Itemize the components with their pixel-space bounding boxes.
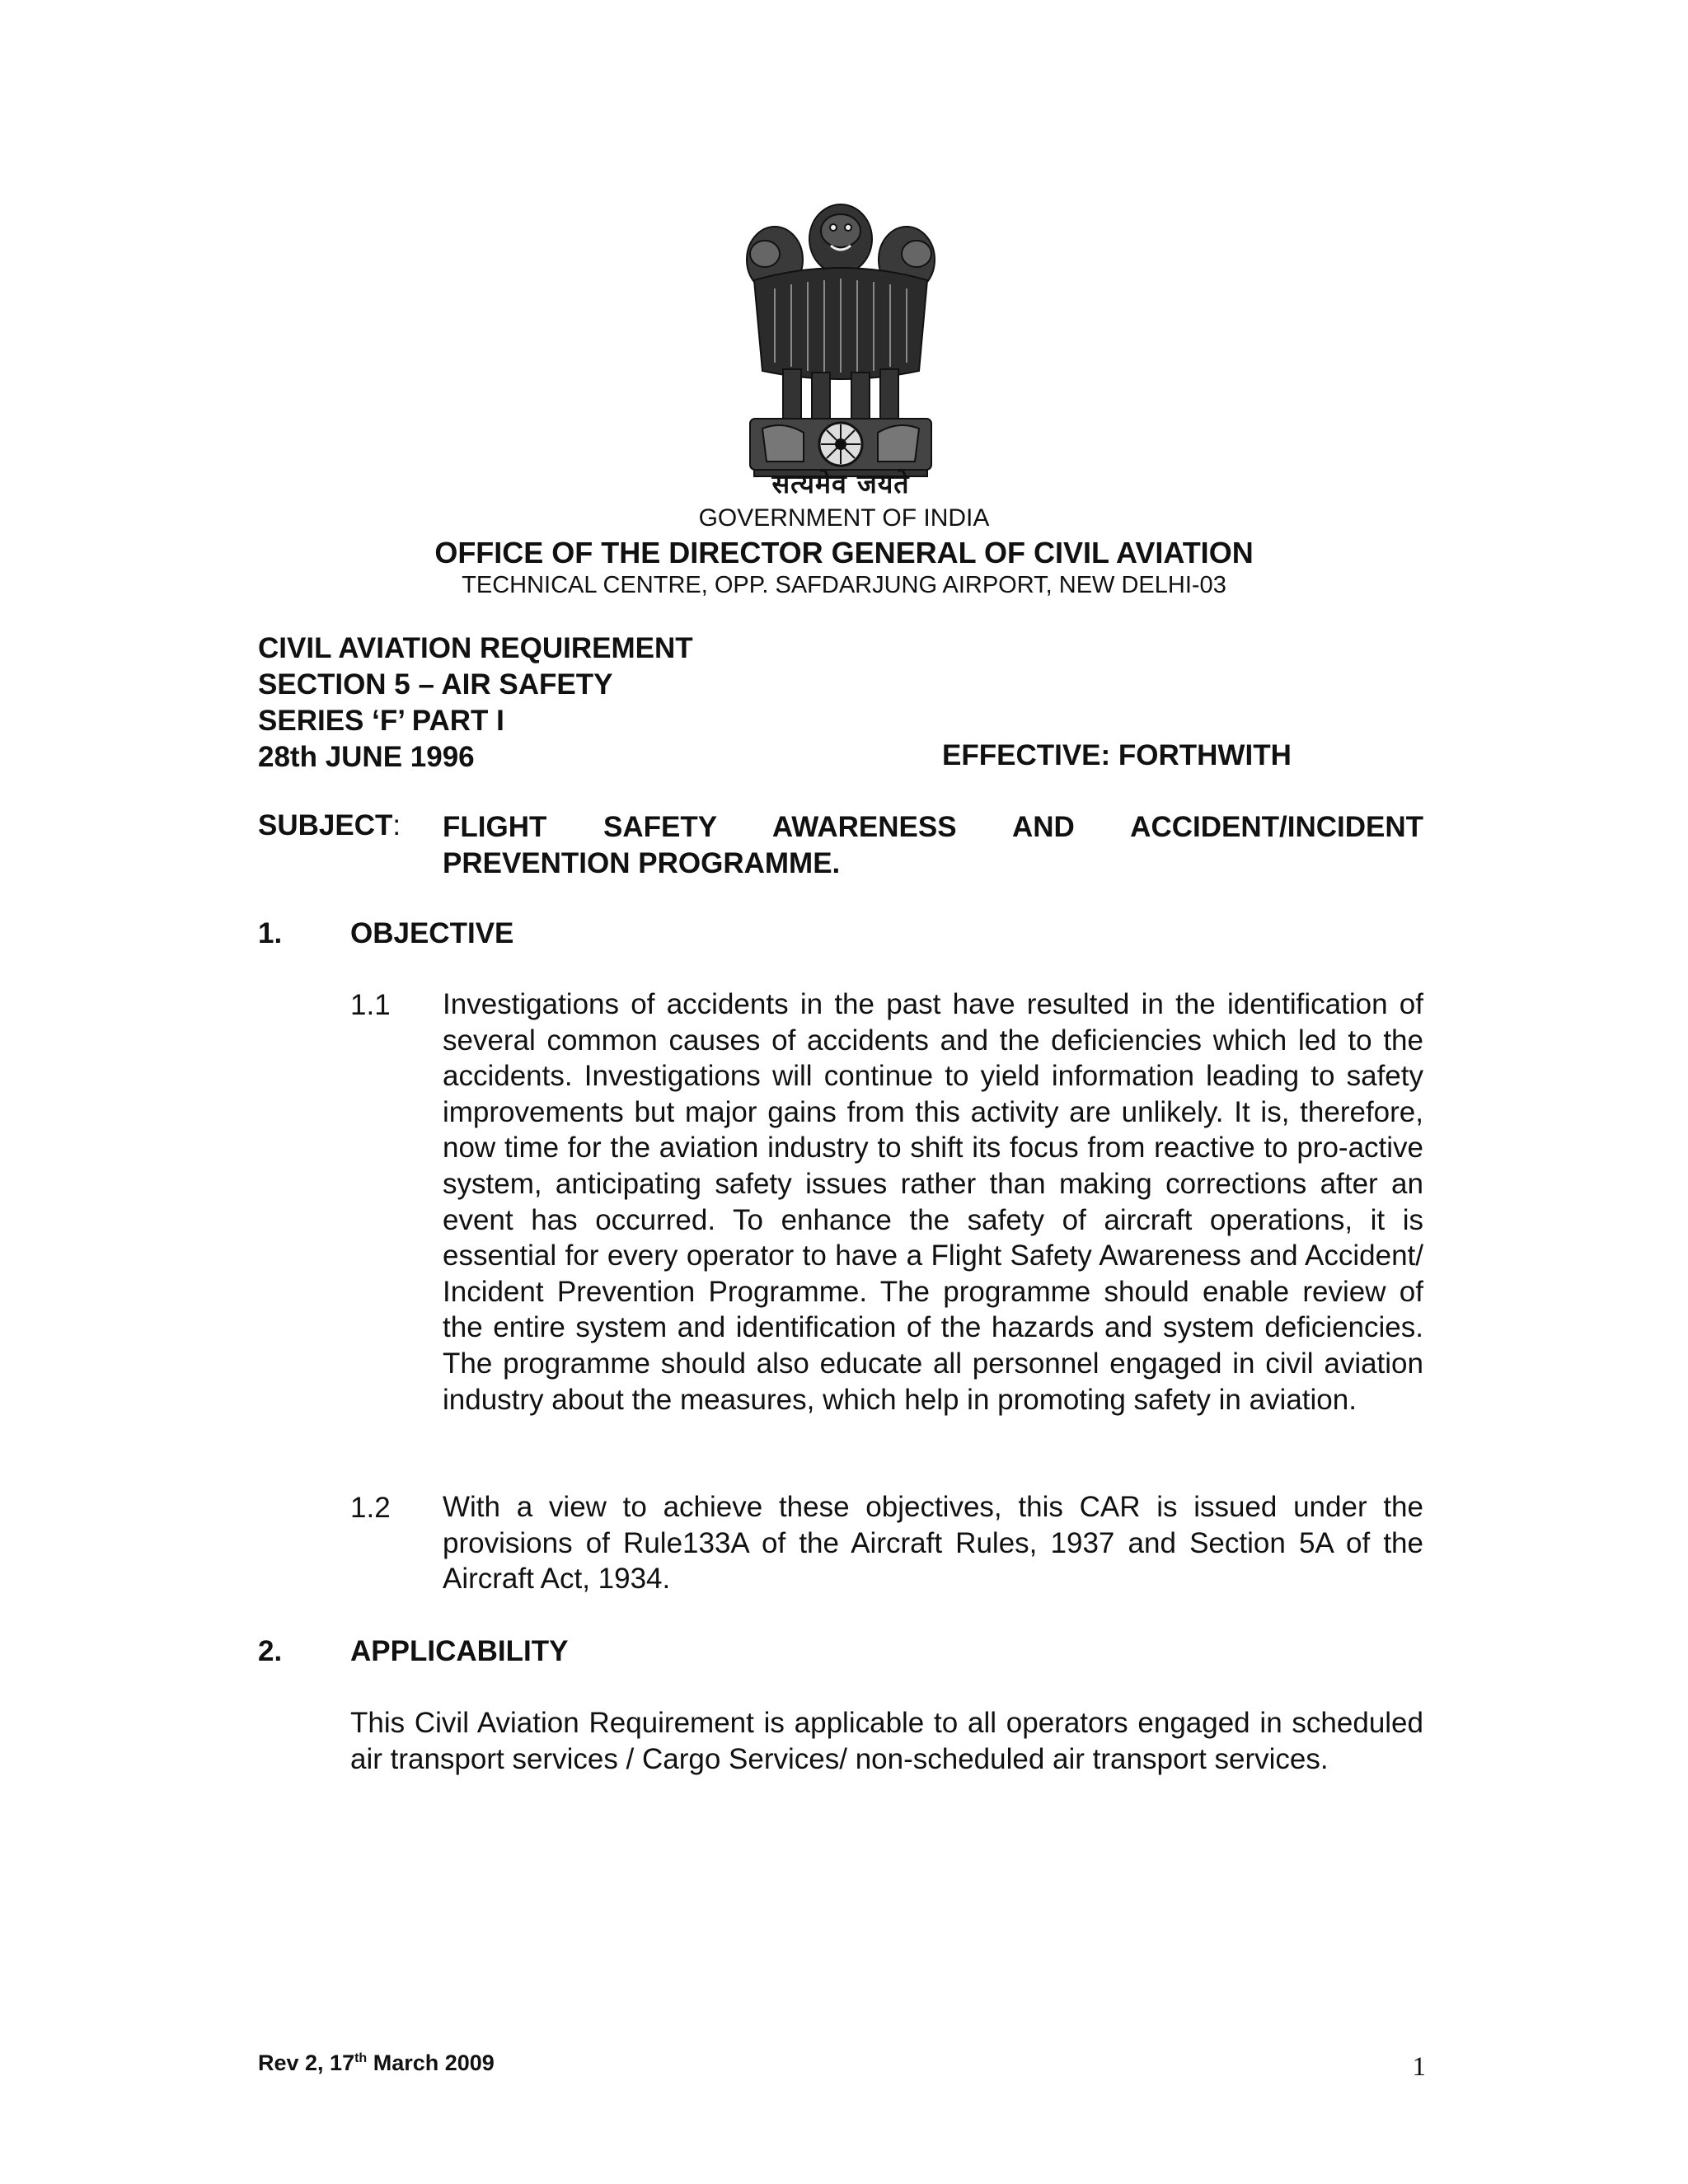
government-line: GOVERNMENT OF INDIA (698, 504, 990, 532)
applicability-text: This Civil Aviation Requirement is applicable to all operators engaged in scheduled air transport services / Cargo Services/ non-scheduled air transport services. (350, 1707, 1423, 1775)
revision-suffix: March 2009 (367, 2050, 495, 2075)
subject-text (443, 809, 1423, 882)
paragraph-1-1-text: Investigations of accidents in the past have resulted in the identification of several common causes of accidents and the deficiencies which led to the accidents. Investigations will continue to yield information leading to safety improvements but major gains from this activity are unlikely. It is, therefore, now time for the aviation industry to shift its focus from reactive to pro-active system, anticipating safety issues rather than making corrections after an event has occurred. To enhance the safety of aircraft operations, it is essential for every operator to have a Flight Safety Awareness and Accident/ Incident Prevention Programme. The programme should enable review of the entire system and identification of the hazards and system deficiencies. The programme should also educate all personnel engaged in civil aviation industry about the measures, which help in promoting safety in aviation. (443, 988, 1423, 1416)
paragraph-1-2-number: 1.2 (350, 1492, 391, 1524)
office-title: OFFICE OF THE DIRECTOR GENERAL OF CIVIL AVIATION (434, 536, 1254, 569)
subject-line-2: PREVENTION PROGRAMME. (443, 847, 841, 879)
revision-note (258, 2050, 495, 2076)
car-title: CIVIL AVIATION REQUIREMENT (258, 632, 693, 664)
subject-label (258, 809, 401, 842)
revision-ordinal: th (354, 2051, 368, 2065)
subject-line-1: FLIGHT SAFETY AWARENESS AND ACCIDENT/INCIDENT (443, 811, 1423, 843)
revision-prefix: Rev 2, 17 (258, 2050, 355, 2075)
section-2-title: APPLICABILITY (350, 1635, 569, 1667)
office-address: TECHNICAL CENTRE, OPP. SAFDARJUNG AIRPORT, NEW DELHI-03 (462, 572, 1226, 598)
car-series: SERIES ‘F’ PART I (258, 705, 504, 737)
subject-colon: : (392, 809, 401, 841)
emblem-motto: सत्यमेव जयते (771, 468, 910, 499)
car-section: SECTION 5 – AIR SAFETY (258, 668, 613, 701)
page-number: 1 (1412, 2052, 1426, 2082)
national-emblem-icon (725, 181, 956, 503)
section-1-title: OBJECTIVE (350, 917, 514, 949)
car-date: 28th JUNE 1996 (258, 741, 475, 773)
paragraph-1-1-number: 1.1 (350, 989, 391, 1021)
section-1-number: 1. (258, 917, 283, 949)
car-identification (258, 630, 693, 776)
subject-label-text: SUBJECT (258, 809, 393, 841)
effective-date: EFFECTIVE: FORTHWITH (942, 739, 1292, 771)
section-2-number: 2. (258, 1635, 283, 1667)
paragraph-1-2-text: With a view to achieve these objectives, this CAR is issued under the provisions of Rule133A of the Aircraft Rules, 1937 and Section 5A of the Aircraft Act, 1934. (443, 1491, 1423, 1596)
